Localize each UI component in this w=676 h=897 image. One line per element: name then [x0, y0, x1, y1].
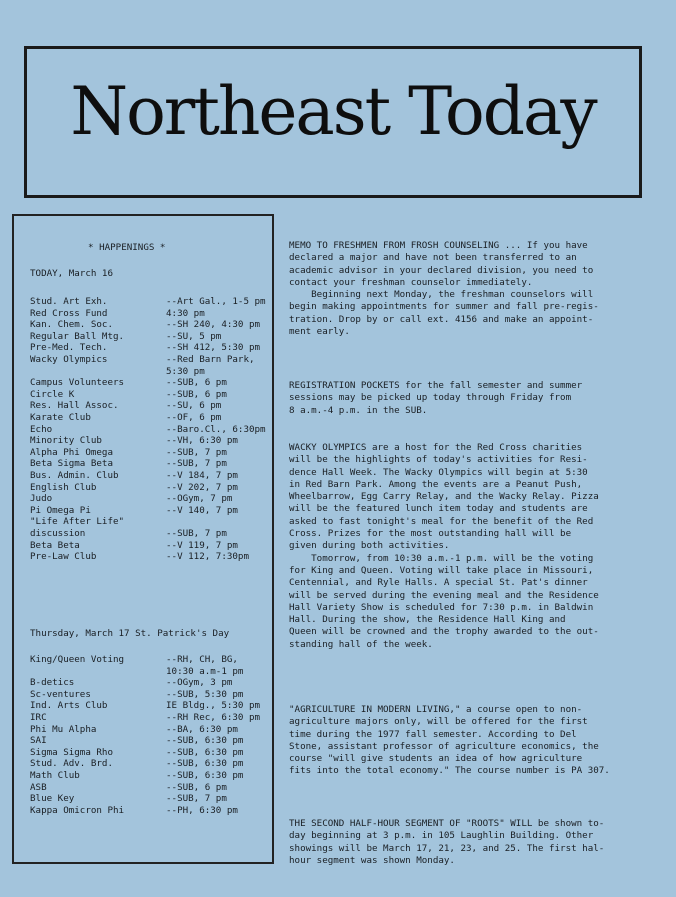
calendar-row	[30, 493, 266, 505]
article	[289, 442, 661, 651]
event-name: Red Cross Fund	[30, 307, 108, 319]
article-line: Queen will be crowned and the trophy awarded to the out-	[289, 626, 599, 638]
article-line: academic advisor in your declared division, you need to	[289, 264, 594, 276]
article	[289, 240, 661, 338]
calendar-row	[30, 366, 266, 378]
event-place-time: IE Bldg., 5:30 pm	[166, 700, 261, 712]
article-line: Stone, assistant professor of agriculture economics, the	[289, 740, 599, 752]
article-line: in Red Barn Park. Among the events are a Peanut Push,	[289, 478, 583, 490]
article-line: hour segment was shown Monday.	[289, 854, 455, 866]
event-name: SAI	[30, 735, 47, 747]
article-line: begin making appointments for summer and fall pre-regis-	[289, 301, 599, 313]
article-line: course "will give students an idea of how agriculture	[289, 753, 583, 765]
calendar-row	[30, 505, 266, 517]
event-place-time: --SH 412, 5:30 pm	[166, 342, 261, 354]
event-name: ASB	[30, 781, 47, 793]
calendar-row	[30, 793, 266, 805]
event-name: Circle K	[30, 388, 75, 400]
article-line: standing hall of the week.	[289, 638, 433, 650]
calendar-row	[30, 470, 266, 482]
event-place-time: --V 202, 7 pm	[166, 481, 238, 493]
event-name: King/Queen Voting	[30, 654, 125, 665]
event-name: Phi Mu Alpha	[30, 723, 97, 735]
article-line: time during the 1977 fall semester. According to Del	[289, 728, 577, 740]
event-place-time: --RH Rec, 6:30 pm	[166, 712, 261, 723]
calendar-row	[30, 666, 266, 678]
article-line: Wheelbarrow, Egg Carry Relay, and the Wacky Relay. Pizza	[289, 491, 599, 503]
event-place-time: --OGym, 3 pm	[166, 677, 233, 689]
event-name: Kan. Chem. Soc.	[30, 319, 113, 331]
event-name: Res. Hall Assoc.	[30, 400, 119, 412]
calendar-row	[30, 424, 266, 436]
calendar-row	[30, 700, 266, 712]
calendar-box	[12, 214, 274, 864]
event-place-time: --SUB, 7 pm	[166, 458, 227, 470]
calendar-row	[30, 712, 266, 724]
article-line: ment early.	[289, 326, 350, 338]
article-line: Centennial, and Ryle Halls. A special St. Pat's dinner	[289, 577, 588, 589]
article-line: declared a major and have not been transferred to an	[289, 252, 577, 264]
article-line: day beginning at 3 p.m. in 105 Laughlin Building. Other	[289, 830, 594, 842]
calendar-row	[30, 342, 266, 354]
calendar-heading: * HAPPENINGS *	[88, 242, 166, 253]
event-place-time: --SUB, 6:30 pm	[166, 770, 244, 781]
article-line: "AGRICULTURE IN MODERN LIVING," a course open to non-	[289, 704, 583, 715]
event-name: Sc-ventures	[30, 688, 91, 700]
calendar-row	[30, 319, 266, 331]
event-name: Karate Club	[30, 412, 91, 423]
article	[289, 704, 661, 778]
event-place-time: --V 119, 7 pm	[166, 539, 238, 551]
event-place-time: --OF, 6 pm	[166, 412, 222, 423]
calendar-row	[30, 528, 266, 540]
article-line: sessions may be picked up today through Friday from	[289, 392, 572, 404]
event-name: "Life After Life"	[30, 516, 125, 528]
calendar-row	[30, 400, 266, 412]
event-place-time: --SUB, 6 pm	[166, 388, 227, 400]
calendar-row	[30, 677, 266, 689]
event-place-time: --Red Barn Park,	[166, 354, 255, 365]
event-place-time: --SUB, 6 pm	[166, 377, 227, 389]
article-line: will be served during the evening meal and the Residence	[289, 589, 599, 601]
calendar-row	[30, 482, 266, 494]
calendar-row	[30, 377, 266, 389]
calendar-row	[30, 435, 266, 447]
event-place-time: --Baro.Cl., 6:30pm	[166, 423, 266, 435]
event-place-time: --PH, 6:30 pm	[166, 804, 238, 816]
event-place-time: --V 112, 7:30pm	[166, 551, 249, 563]
event-name: Blue Key	[30, 793, 75, 805]
event-place-time: --SUB, 6:30 pm	[166, 746, 244, 758]
masthead-title: Northeast Today	[70, 73, 596, 150]
event-name: Stud. Adv. Brd.	[30, 758, 113, 770]
event-place-time: --SU, 5 pm	[166, 330, 222, 342]
calendar-row	[30, 758, 266, 770]
event-place-time: --SUB, 5:30 pm	[166, 688, 244, 700]
event-name: English Club	[30, 481, 97, 493]
calendar-row	[30, 689, 266, 701]
calendar-row	[30, 412, 266, 424]
calendar-row	[30, 782, 266, 794]
calendar-row	[30, 354, 266, 366]
event-name: Math Club	[30, 770, 80, 781]
article-line: WACKY OLYMPICS are a host for the Red Cross charities	[289, 442, 583, 453]
event-place-time: 4:30 pm	[166, 307, 205, 319]
event-name: Beta Sigma Beta	[30, 458, 113, 470]
event-name: Minority Club	[30, 435, 102, 447]
event-name: Sigma Sigma Rho	[30, 746, 113, 758]
event-place-time: --VH, 6:30 pm	[166, 435, 238, 447]
event-name: Judo	[30, 493, 53, 505]
article-line: will be the featured lunch item today and students are	[289, 503, 588, 515]
event-place-time: --V 184, 7 pm	[166, 470, 238, 481]
masthead	[24, 46, 642, 198]
event-place-time: 10:30 a.m-1 pm	[166, 665, 244, 677]
article-line: contact your freshman counselor immediately.	[289, 276, 533, 288]
event-name: Stud. Art Exh.	[30, 296, 108, 307]
event-place-time: --SUB, 6 pm	[166, 781, 227, 793]
article	[289, 380, 661, 417]
article-line: Beginning next Monday, the freshman counselors will	[289, 289, 594, 301]
event-name: Campus Volunteers	[30, 377, 125, 389]
event-place-time: --OGym, 7 pm	[166, 493, 233, 505]
calendar-row	[30, 654, 266, 666]
event-name: Wacky Olympics	[30, 354, 108, 365]
event-name: Pre-Med. Tech.	[30, 342, 108, 354]
calendar-row	[30, 805, 266, 817]
article-line: will be the highlights of today's activities for Resi-	[289, 454, 588, 466]
calendar-row	[30, 551, 266, 563]
article-line: asked to fast tonight's meal for the benefit of the Red	[289, 515, 594, 527]
calendar-row	[30, 458, 266, 470]
event-name: Ind. Arts Club	[30, 700, 108, 712]
calendar-row	[30, 389, 266, 401]
article	[289, 818, 661, 867]
calendar-row	[30, 296, 266, 308]
event-place-time: --SH 240, 4:30 pm	[166, 319, 261, 331]
event-place-time: --RH, CH, BG,	[166, 654, 238, 665]
event-name: B-detics	[30, 677, 75, 689]
calendar-row	[30, 735, 266, 747]
event-place-time: 5:30 pm	[166, 365, 205, 377]
event-name: Bus. Admin. Club	[30, 470, 119, 481]
event-name: Beta Beta	[30, 539, 80, 551]
event-place-time: --SUB, 7 pm	[166, 528, 227, 539]
event-place-time: --SUB, 6:30 pm	[166, 735, 244, 747]
event-name: Kappa Omicron Phi	[30, 804, 125, 816]
article-line: REGISTRATION POCKETS for the fall semester and summer	[289, 380, 583, 391]
calendar-row	[30, 724, 266, 736]
article-line: Hall Variety Show is scheduled for 7:30 p.m. in Baldwin	[289, 601, 594, 613]
event-name: Regular Ball Mtg.	[30, 330, 125, 342]
day-heading: TODAY, March 16	[30, 268, 113, 279]
article-line: fits into the total economy." The course number is PA 307.	[289, 765, 610, 777]
article-line: Tomorrow, from 10:30 a.m.-1 p.m. will be the voting	[289, 552, 594, 564]
event-place-time: --SUB, 7 pm	[166, 446, 227, 458]
article-line: Hall. During the show, the Residence Hall King and	[289, 614, 566, 626]
event-place-time: --BA, 6:30 pm	[166, 723, 238, 735]
calendar-row	[30, 770, 266, 782]
event-name: Pre-Law Club	[30, 551, 97, 563]
article-line: agriculture majors only, will be offered for the first	[289, 716, 588, 728]
event-place-time: --SU, 6 pm	[166, 400, 222, 412]
event-place-time: --Art Gal., 1-5 pm	[166, 296, 266, 307]
article-line: showings will be March 17, 21, 23, and 25. The first hal-	[289, 842, 605, 854]
event-name: Alpha Phi Omega	[30, 446, 113, 458]
event-name: IRC	[30, 712, 47, 723]
article-line: for King and Queen. Voting will take place in Missouri,	[289, 564, 594, 576]
article-line: tration. Drop by or call ext. 4156 and make an appoint-	[289, 313, 594, 325]
calendar-row	[30, 331, 266, 343]
calendar-row	[30, 308, 266, 320]
event-place-time: --V 140, 7 pm	[166, 504, 238, 516]
article-line: dence Hall Week. The Wacky Olympics will begin at 5:30	[289, 466, 588, 478]
event-place-time: --SUB, 6:30 pm	[166, 758, 244, 770]
article-line: given during both activities.	[289, 540, 450, 552]
calendar-row	[30, 516, 266, 528]
event-place-time: --SUB, 7 pm	[166, 793, 227, 805]
day-heading: Thursday, March 17 St. Patrick's Day	[30, 628, 230, 639]
article-line: MEMO TO FRESHMEN FROM FROSH COUNSELING ... If you have	[289, 240, 588, 251]
article-line: 8 a.m.-4 p.m. in the SUB.	[289, 404, 428, 416]
event-name: Pi Omega Pi	[30, 504, 91, 516]
calendar-row	[30, 540, 266, 552]
calendar-row	[30, 747, 266, 759]
article-line: THE SECOND HALF-HOUR SEGMENT OF "ROOTS" WILL be shown to-	[289, 818, 605, 829]
event-name: discussion	[30, 528, 86, 539]
event-name: Echo	[30, 423, 53, 435]
calendar-row	[30, 447, 266, 459]
article-line: Cross. Prizes for the most outstanding hall will be	[289, 528, 572, 540]
